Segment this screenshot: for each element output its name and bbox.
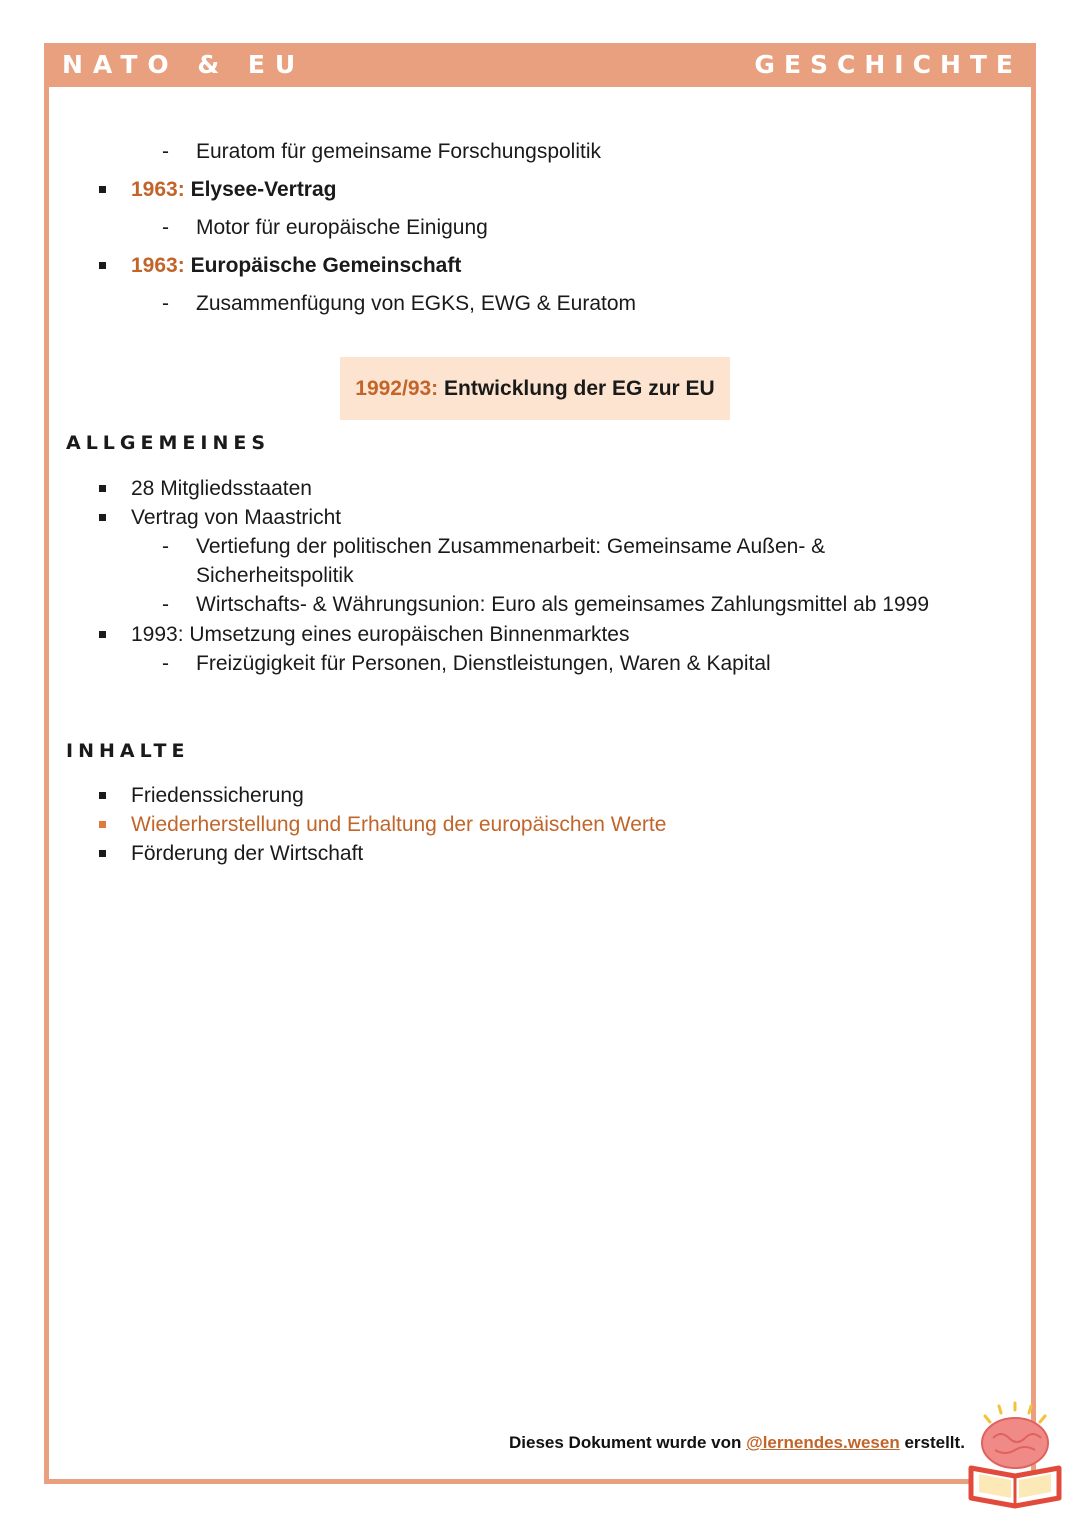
section-heading-inhalte: INHALTE (66, 740, 190, 762)
timeline-item (131, 175, 337, 204)
header-subject: GESCHICHTE (754, 50, 1022, 79)
list-item: Wirtschafts- & Währungsunion: Euro als gemeinsames Zahlungsmittel ab 1999 (196, 593, 930, 616)
list-item: Vertrag von Maastricht (131, 506, 342, 529)
list-item-continuation: Sicherheitspolitik (196, 564, 354, 587)
bullet-marker (99, 485, 106, 492)
list-item: Zusammenfügung von EGKS, EWG & Euratom (196, 292, 637, 315)
timeline-year: 1963: (131, 254, 185, 277)
highlight-title: Entwicklung der EG zur EU (444, 377, 715, 400)
dash-marker: - (162, 140, 169, 163)
dash-marker: - (162, 535, 169, 558)
timeline-year: 1963: (131, 178, 185, 201)
highlight-year: 1992/93: (355, 377, 439, 400)
bullet-marker (99, 792, 106, 799)
footer-credit (509, 1433, 965, 1453)
timeline-title: Europäische Gemeinschaft (190, 254, 462, 277)
list-item: 1993: Umsetzung eines europäischen Binnenmarktes (131, 623, 630, 646)
dash-marker: - (162, 292, 169, 315)
list-item: Förderung der Wirtschaft (131, 842, 364, 865)
timeline-title: Elysee-Vertrag (190, 178, 337, 201)
bullet-marker (99, 821, 106, 828)
list-item-highlighted: Wiederherstellung und Erhaltung der europäischen Werte (131, 813, 667, 836)
footer-suffix: erstellt. (899, 1433, 965, 1452)
list-item: Euratom für gemeinsame Forschungspolitik (196, 140, 602, 163)
header-topic: NATO & EU (62, 50, 306, 79)
bullet-marker (99, 850, 106, 857)
list-item: Freizügigkeit für Personen, Dienstleistungen, Waren & Kapital (196, 652, 771, 675)
footer-prefix: Dieses Dokument wurde von (509, 1433, 747, 1452)
dash-marker: - (162, 216, 169, 239)
list-item: 28 Mitgliedsstaaten (131, 477, 312, 500)
list-item: Vertiefung der politischen Zusammenarbeit: Gemeinsame Außen- & (196, 535, 826, 558)
page-header (44, 43, 1036, 87)
highlight-box (340, 357, 730, 420)
bullet-marker (99, 186, 106, 193)
bullet-marker (99, 631, 106, 638)
dash-marker: - (162, 652, 169, 675)
dash-marker: - (162, 593, 169, 616)
bullet-marker (99, 514, 106, 521)
timeline-item (131, 251, 461, 280)
brain-book-icon (965, 1398, 1073, 1510)
list-item: Motor für europäische Einigung (196, 216, 488, 239)
section-heading-allgemeines: ALLGEMEINES (66, 432, 271, 454)
author-link[interactable]: @lernendes.wesen (746, 1433, 900, 1452)
bullet-marker (99, 262, 106, 269)
list-item: Friedenssicherung (131, 784, 304, 807)
